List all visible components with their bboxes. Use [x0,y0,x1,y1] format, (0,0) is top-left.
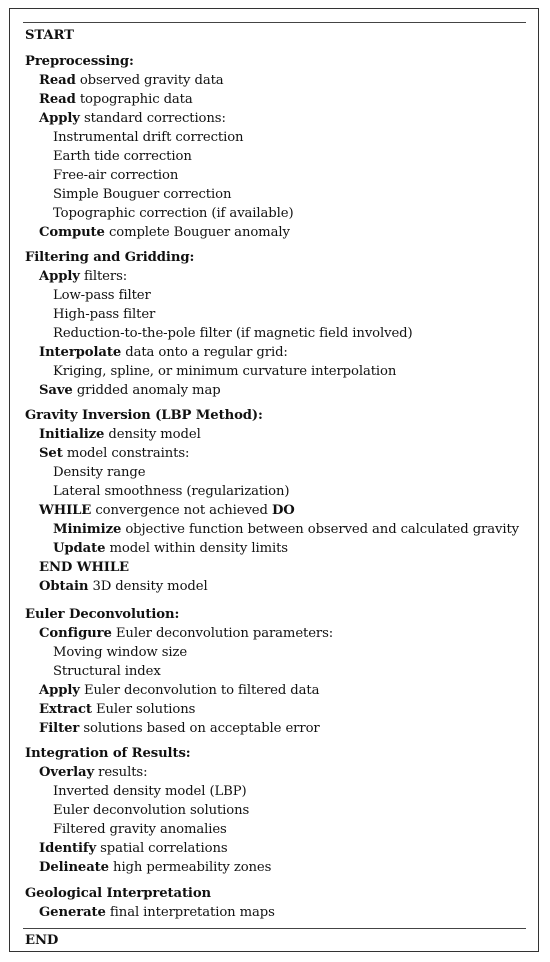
filter-item: High-pass filter [53,307,156,322]
end-label: END [25,933,59,948]
section-title-interpretation: Geological Interpretation [25,886,212,901]
step-interpolate [39,343,288,362]
euler-param-item: Structural index [53,664,161,679]
step-text: model within density limits [109,541,288,556]
interp-methods: Kriging, spline, or minimum curvature interpolation [53,364,397,379]
step-text: model constraints: [66,446,190,461]
step-generate-maps [39,903,275,922]
section-title-euler: Euler Deconvolution: [25,607,180,622]
step-read-gravity [39,71,224,90]
step-text: high permeability zones [113,860,272,875]
step-configure-euler [39,624,333,643]
filter-item: Low-pass filter [53,288,151,303]
step-initialize [39,425,201,444]
section-title-integration: Integration of Results: [25,746,191,761]
start-label: START [25,28,74,43]
step-text: standard corrections: [83,111,226,126]
result-item: Euler deconvolution solutions [53,803,250,818]
result-item: Inverted density model (LBP) [53,784,247,799]
step-text: solutions based on acceptable error [83,721,320,736]
step-text: final interpretation maps [109,905,275,920]
section-title-filtering: Filtering and Gridding: [25,250,195,265]
step-text: 3D density model [92,579,208,594]
step-read-topo [39,90,193,109]
end-while: END WHILE [39,560,129,575]
keyword: Initialize [39,427,105,442]
step-delineate [39,858,271,877]
keyword: Minimize [53,522,122,537]
step-compute-anomaly [39,223,290,242]
keyword: Generate [39,905,106,920]
keyword: Configure [39,626,112,641]
bottom-rule [23,928,526,929]
keyword: Identify [39,841,97,856]
correction-item: Free-air correction [53,168,179,183]
step-text: Euler solutions [96,702,196,717]
keyword: Compute [39,225,105,240]
step-extract-solutions [39,700,195,719]
correction-item: Topographic correction (if available) [53,206,294,221]
top-rule [23,22,526,23]
step-minimize [53,520,519,539]
euler-param-item: Moving window size [53,645,188,660]
section-title-preprocessing: Preprocessing: [25,54,134,69]
keyword: Filter [39,721,80,736]
step-obtain-model [39,577,208,596]
step-text: results: [98,765,148,780]
step-text: Euler deconvolution parameters: [115,626,334,641]
step-text: complete Bouguer anomaly [108,225,290,240]
keyword: Apply [39,683,80,698]
keyword: Extract [39,702,92,717]
constraint-item: Density range [53,465,146,480]
step-filter-solutions [39,719,320,738]
step-text: topographic data [79,92,193,107]
step-save-map [39,381,221,400]
step-overlay [39,763,147,782]
keyword: Set [39,446,63,461]
keyword: DO [271,503,295,518]
step-apply-corrections [39,109,226,128]
keyword: Read [39,73,76,88]
keyword: WHILE [39,503,92,518]
filter-item: Reduction-to-the-pole filter (if magnetic field involved) [53,326,413,341]
result-item: Filtered gravity anomalies [53,822,227,837]
step-text: convergence not achieved [95,503,268,518]
step-set-constraints [39,444,189,463]
keyword: Delineate [39,860,109,875]
keyword: Interpolate [39,345,122,360]
step-text: objective function between observed and calculated gravity [125,522,520,537]
step-text: filters: [83,269,128,284]
correction-item: Instrumental drift correction [53,130,244,145]
step-update [53,539,288,558]
step-text: density model [108,427,201,442]
step-identify [39,839,228,858]
step-apply-euler [39,681,319,700]
keyword: Save [39,383,73,398]
keyword: Apply [39,269,80,284]
keyword: Apply [39,111,80,126]
step-text: spatial correlations [100,841,228,856]
step-text: observed gravity data [79,73,224,88]
keyword: Overlay [39,765,95,780]
step-apply-filters [39,267,127,286]
correction-item: Earth tide correction [53,149,192,164]
step-text: gridded anomaly map [76,383,221,398]
constraint-item: Lateral smoothness (regularization) [53,484,290,499]
section-title-inversion: Gravity Inversion (LBP Method): [25,408,263,423]
keyword: Obtain [39,579,89,594]
step-text: data onto a regular grid: [125,345,288,360]
keyword: Read [39,92,76,107]
correction-item: Simple Bouguer correction [53,187,232,202]
while-loop-header [39,501,295,520]
keyword: Update [53,541,106,556]
step-text: Euler deconvolution to filtered data [83,683,320,698]
